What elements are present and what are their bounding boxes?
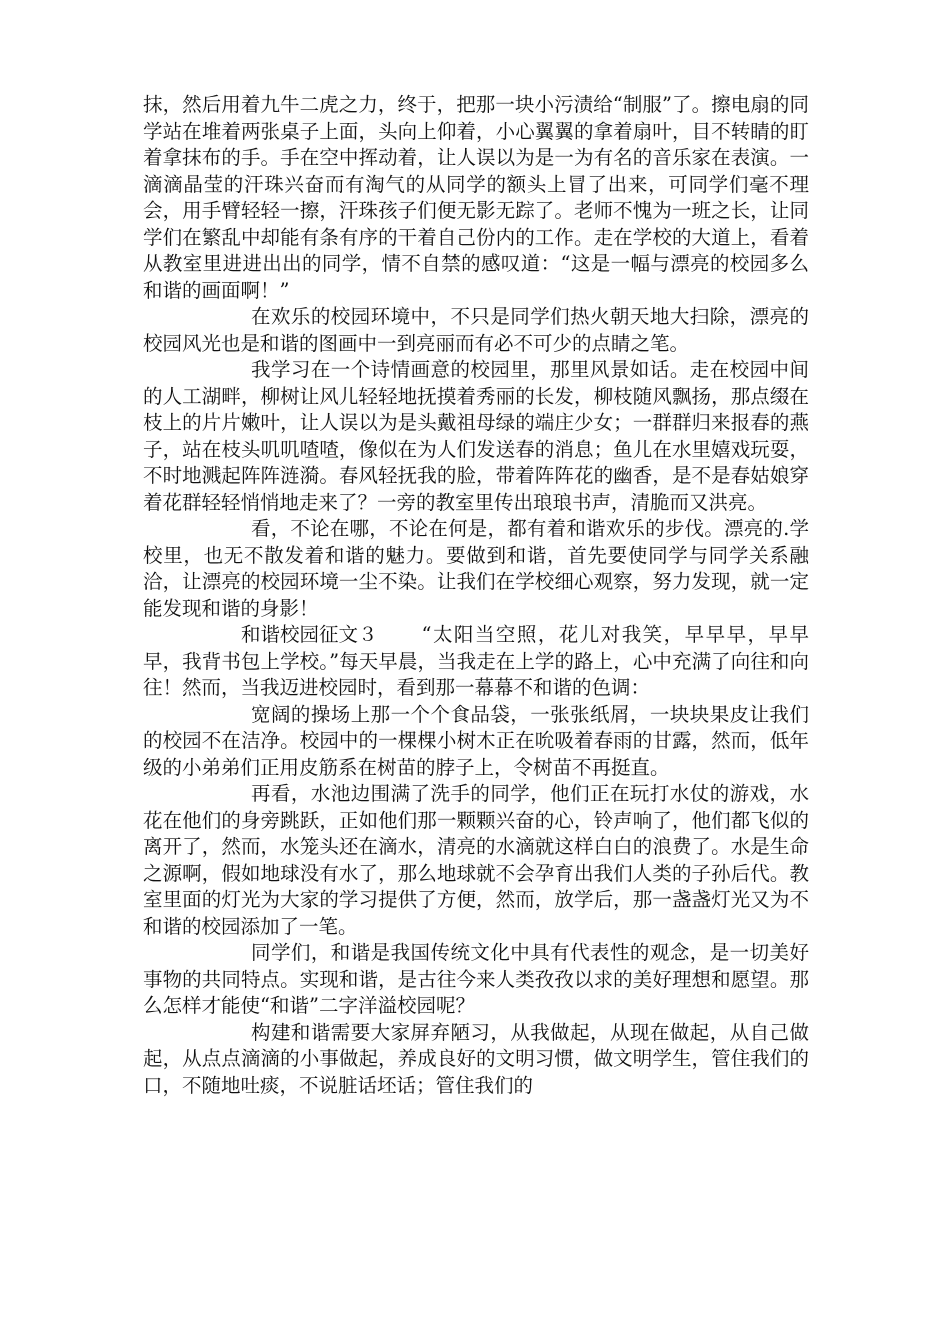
paragraph-3: 我学习在一个诗情画意的校园里，那里风景如话。走在校园中间的人工湖畔，柳树让风儿轻轻地抚摸着秀丽的长发，柳枝随风飘扬，那点缀在枝上的片片嫩叶，让人误以为是头戴祖母绿的端庄少女；一群群归来报春的燕子，站在枝头叽叽喳喳，像似在为人们发送春的消息；鱼儿在水里嬉戏玩耍，不时地溅起阵阵涟漪。春风轻抚我的脸，带着阵阵花的幽香，是不是春姑娘穿着花群轻轻悄悄地走来了？一旁的教室里传出琅琅书声，清脆而又洪亮。 [143, 358, 809, 514]
document-body [143, 92, 809, 1099]
paragraph-2: 在欢乐的校园环境中，不只是同学们热火朝天地大扫除，漂亮的校园风光也是和谐的图画中一到亮丽而有必不可少的点睛之笔。 [143, 305, 809, 355]
section-heading: 和谐校园征文３ [241, 623, 378, 646]
heading-paragraph [143, 622, 809, 702]
paragraph-6: 再看，水池边围满了洗手的同学，他们正在玩打水仗的游戏，水花在他们的身旁跳跃，正如他们那一颗颗兴奋的心，铃声响了，他们都飞似的离开了，然而，水笼头还在滴水，清亮的水滴就这样白白的浪费了。水是生命之源啊，假如地球没有水了，那么地球就不会孕育出我们人类的子孙后代。教室里面的灯光为大家的学习提供了方便，然而，放学后，那一盏盏灯光又为不和谐的校园添加了一笔。 [143, 782, 809, 938]
paragraph-7: 同学们，和谐是我国传统文化中具有代表性的观念，是一切美好事物的共同特点。实现和谐，是古往今来人类孜孜以求的美好理想和愿望。那么怎样才能使“和谐”二字洋溢校园呢？ [143, 941, 809, 1017]
heading-paragraph-text: “太阳当空照，花儿对我笑，早早早，早早早，我背书包上学校。”每天早晨，当我走在上学的路上，心中充满了向往和向往！然而，当我迈进校园时，看到那一幕幕不和谐的色调： [143, 623, 809, 699]
paragraph-8: 构建和谐需要大家屏弃陋习，从我做起，从现在做起，从自己做起，从点点滴滴的小事做起，养成良好的文明习惯，做文明学生，管住我们的口，不随地吐痰，不说脏话坯话；管住我们的 [143, 1020, 809, 1097]
paragraph-1: 抹，然后用着九牛二虎之力，终于，把那一块小污渍给“制服”了。擦电扇的同学站在堆着两张桌子上面，头向上仰着，小心翼翼的拿着扇叶，目不转睛的盯着拿抹布的手。手在空中挥动着，让人误以为是一为有名的音乐家在表演。一滴滴晶莹的汗珠兴奋而有淘气的从同学的额头上冒了出来，可同学们毫不理会，用手臂轻轻一擦，汗珠孩子们便无影无踪了。老师不愧为一班之长，让同学们在繁乱中却能有条有序的干着自己份内的工作。走在学校的大道上，看着从教室里进进出出的同学，情不自禁的感叹道：“这是一幅与漂亮的校园多么和谐的画面啊！” [143, 93, 809, 302]
paragraph-4: 看，不论在哪，不论在何是，都有着和谐欢乐的步伐。漂亮的.学校里，也无不散发着和谐的魅力。要做到和谐，首先要使同学与同学关系融洽，让漂亮的校园环境一尘不染。让我们在学校细心观察，努力发现，就一定能发现和谐的身影！ [143, 517, 809, 620]
paragraph-5: 宽阔的操场上那一个个食品袋，一张张纸屑，一块块果皮让我们的校园不在洁净。校园中的一棵棵小树木正在吮吸着春雨的甘露，然而，低年级的小弟弟们正用皮筋系在树苗的脖子上，令树苗不再挺直。 [143, 702, 809, 779]
